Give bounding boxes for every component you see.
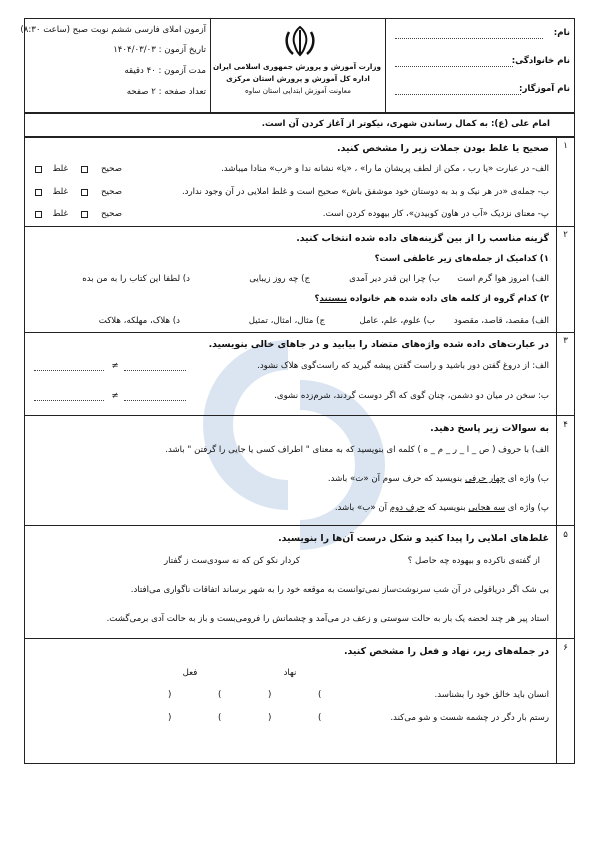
paren-open: ( xyxy=(318,690,322,700)
q5-sentence-2: بی شک اگر دریاقولی در آن شب سرنوشت‌ساز نمی‌توانست به موقعه خود را به شهر برساند اتفاقات ناگواری می‌افتاد. xyxy=(130,585,549,595)
question-1-title: صحیح یا غلط بودن جملات زیر را مشخص کنید. xyxy=(337,143,549,154)
paren-close: ) xyxy=(168,713,172,723)
district-office: معاونت آموزش ابتدایی استان ساوه xyxy=(244,86,351,95)
false-label: غلط xyxy=(52,187,68,197)
q2-sub1-option[interactable]: الف) امروز هوا گرم است xyxy=(457,274,549,284)
name-label: نام: xyxy=(553,28,570,38)
true-checkbox[interactable] xyxy=(81,211,88,218)
q-divider-5 xyxy=(24,638,575,639)
q2-sub1-option[interactable]: ج) چه روز زیبایی xyxy=(249,274,310,284)
q1-statement-c: پ- معنای نزدیک «آب در هاون کوبیدن»، کار بیهوده کردن است. xyxy=(322,209,549,219)
paren-close: ) xyxy=(268,690,272,700)
paren-open: ( xyxy=(218,690,222,700)
q-divider-1 xyxy=(24,226,575,227)
q2-sub2-question xyxy=(30,294,549,304)
q3-sentence-a: الف: از دروغ گفتن دور باشید و راست گفتن پیشه گیرید که راست‌گوی هلاک نشود. xyxy=(257,361,549,371)
q2-sub2-option[interactable]: ب) علوم، علم، عامل xyxy=(359,316,435,326)
q4-part-c xyxy=(30,503,549,513)
question-number: ۶ xyxy=(563,643,568,653)
q4-b-emphasis: چهار حرفی xyxy=(464,474,506,484)
q4-b-prefix: ب) واژه ای xyxy=(505,474,549,484)
q4-b-suffix: بنویسید که حرف سوم آن «ت» باشد. xyxy=(327,474,465,484)
true-checkbox[interactable] xyxy=(81,189,88,196)
not-equal-icon: ≠ xyxy=(111,361,119,371)
verb-answer-slot[interactable] xyxy=(176,720,216,730)
teacher-label: نام آموزگار: xyxy=(519,84,570,94)
header-divider-left xyxy=(210,18,211,113)
antonym-blank[interactable] xyxy=(34,400,104,401)
question-number: ۱ xyxy=(563,141,568,151)
province-office: اداره کل آموزش و پرورش استان مرکزی xyxy=(226,74,370,83)
family-label: نام خانوادگی: xyxy=(511,56,570,66)
q1-statement-b: ب- جمله‌ی «در هر نیک و بد به دوستان خود موشفق باش» صحیح است و غلط املایی در آن وجود ندارد. xyxy=(181,187,549,197)
q2-sub2-suffix: ؟ xyxy=(314,294,320,304)
verb-column-label: فعل xyxy=(182,668,198,678)
true-checkbox[interactable] xyxy=(81,166,88,173)
q6-sentence-2: رستم بار دگر در چشمه شست و شو می‌کند. xyxy=(390,713,549,723)
q-divider-2 xyxy=(24,332,575,333)
q4-c-middle: بنویسید که xyxy=(424,503,469,513)
exam-date: تاریخ آزمون : ۱۴۰۴/۰۳/۰۳ xyxy=(113,45,206,55)
poem-left-hemistich: کردار نکو کن که نه سودی‌ست ز گفتار xyxy=(163,556,300,566)
q4-c-emphasis-2: حرف دوم xyxy=(389,503,425,513)
q2-sub1-option[interactable]: ب) چرا این قدر دیر آمدی xyxy=(349,274,440,284)
q2-sub1-option[interactable]: د) لطفا این کتاب را به من بده xyxy=(82,274,190,284)
question-2-title: گزینه مناسب را از بین گزینه‌های داده شده انتخاب کنید. xyxy=(296,233,549,244)
family-field[interactable] xyxy=(395,66,513,67)
imam-quote: امام علی (ع): به کمال رساندن شهری، نیکوتر از آغاز کردن آن است. xyxy=(261,119,550,129)
q2-sub2-option[interactable]: الف) مقصد، قاصد، مقصود xyxy=(453,316,549,326)
true-label: صحیح xyxy=(101,164,122,174)
false-checkbox[interactable] xyxy=(35,189,42,196)
paren-close: ) xyxy=(168,690,172,700)
iran-emblem-icon xyxy=(283,24,317,58)
question-number: ۵ xyxy=(563,530,568,540)
exam-duration: مدت آزمون : ۴۰ دقیقه xyxy=(124,66,206,76)
false-checkbox[interactable] xyxy=(35,211,42,218)
q1-statement-a: الف- در عبارت «یا رب ، مکن از لطف پریشان ما را» ، «یا» نشانه ندا و «رب» منادا میباشد. xyxy=(221,164,549,174)
not-equal-icon: ≠ xyxy=(111,391,119,401)
subject-column-label: نهاد xyxy=(283,668,297,678)
question-3-title: در عبارت‌های داده شده واژه‌های متضاد را بیابید و در جاهای خالی بنویسید. xyxy=(208,339,549,350)
name-field[interactable] xyxy=(395,38,543,39)
false-label: غلط xyxy=(52,209,68,219)
q4-c-suffix: آن «ب» باشد. xyxy=(334,503,390,513)
paren-open: ( xyxy=(318,713,322,723)
q2-sub2-option[interactable]: ج) مثال، امثال، تمثیل xyxy=(248,316,325,326)
subject-answer-slot[interactable] xyxy=(276,697,316,707)
ministry-name: وزارت آموزش و پرورش جمهوری اسلامی ایران xyxy=(213,62,381,71)
q2-sub1-question: ۱) کدامیک از جمله‌های زیر عاطفی است؟ xyxy=(374,254,549,264)
teacher-field[interactable] xyxy=(395,94,521,95)
page-count: تعداد صفحه : ۲ صفحه xyxy=(126,87,206,97)
question-5-title: غلط‌های املایی را پیدا کنید و شکل درست آن‌ها را بنویسید. xyxy=(278,533,549,544)
q3-sentence-b: ب: سخن در میان دو دشمن، چنان گوی که اگر دوست گردند، شرم‌زده نشوی. xyxy=(274,391,549,401)
false-checkbox[interactable] xyxy=(35,166,42,173)
question-number: ۳ xyxy=(563,336,568,346)
true-label: صحیح xyxy=(101,209,122,219)
antonym-blank[interactable] xyxy=(124,370,186,371)
question-6-title: در جمله‌های زیر، نهاد و فعل را مشخص کنید. xyxy=(343,646,549,657)
question-number: ۲ xyxy=(563,230,568,240)
q2-sub2-prefix: ۲) کدام گروه از کلمه های داده شده هم خانواده xyxy=(347,294,549,304)
q6-sentence-1: انسان باید خالق خود را بشناسد. xyxy=(434,690,549,700)
paren-close: ) xyxy=(268,713,272,723)
header-divider-right xyxy=(385,18,386,113)
false-label: غلط xyxy=(52,164,68,174)
question-number: ۴ xyxy=(563,420,568,430)
true-label: صحیح xyxy=(101,187,122,197)
q4-c-emphasis-1: سه هجایی xyxy=(468,503,506,513)
antonym-blank[interactable] xyxy=(34,370,104,371)
subject-answer-slot[interactable] xyxy=(276,720,316,730)
verb-answer-slot[interactable] xyxy=(176,697,216,707)
q4-part-a: الف) با حروف ( ص _ ا _ ر _ م _ ه ) کلمه ای بنویسید که به معنای " اطراف کسی یا جایی را گرفتن " باشد. xyxy=(165,445,549,455)
q5-sentence-3: استاد پیر هر چند لحضه یک بار به حالت سوستی و زعف در می‌آمد و چشمانش را فرومی‌بست و باز به حالت آدی برمی‌گشت. xyxy=(106,614,549,624)
q4-c-prefix: پ) واژه ای xyxy=(505,503,549,513)
q-divider-4 xyxy=(24,525,575,526)
q2-sub2-emphasis: نیستند xyxy=(319,294,348,304)
q2-sub2-option[interactable]: د) هلاک، مهلکه، هلاکت xyxy=(98,316,180,326)
q-divider-3 xyxy=(24,415,575,416)
paren-open: ( xyxy=(218,713,222,723)
q4-part-b xyxy=(30,474,549,484)
antonym-blank[interactable] xyxy=(124,400,186,401)
exam-title: آزمون املای فارسی ششم نوبت صبح (ساعت ۸:۳۰) xyxy=(20,25,206,35)
question-4-title: به سوالات زیر پاسخ دهید. xyxy=(430,423,549,434)
poem-right-hemistich: از گفته‌ی ناکرده و بیهوده چه حاصل ؟ xyxy=(407,556,540,566)
